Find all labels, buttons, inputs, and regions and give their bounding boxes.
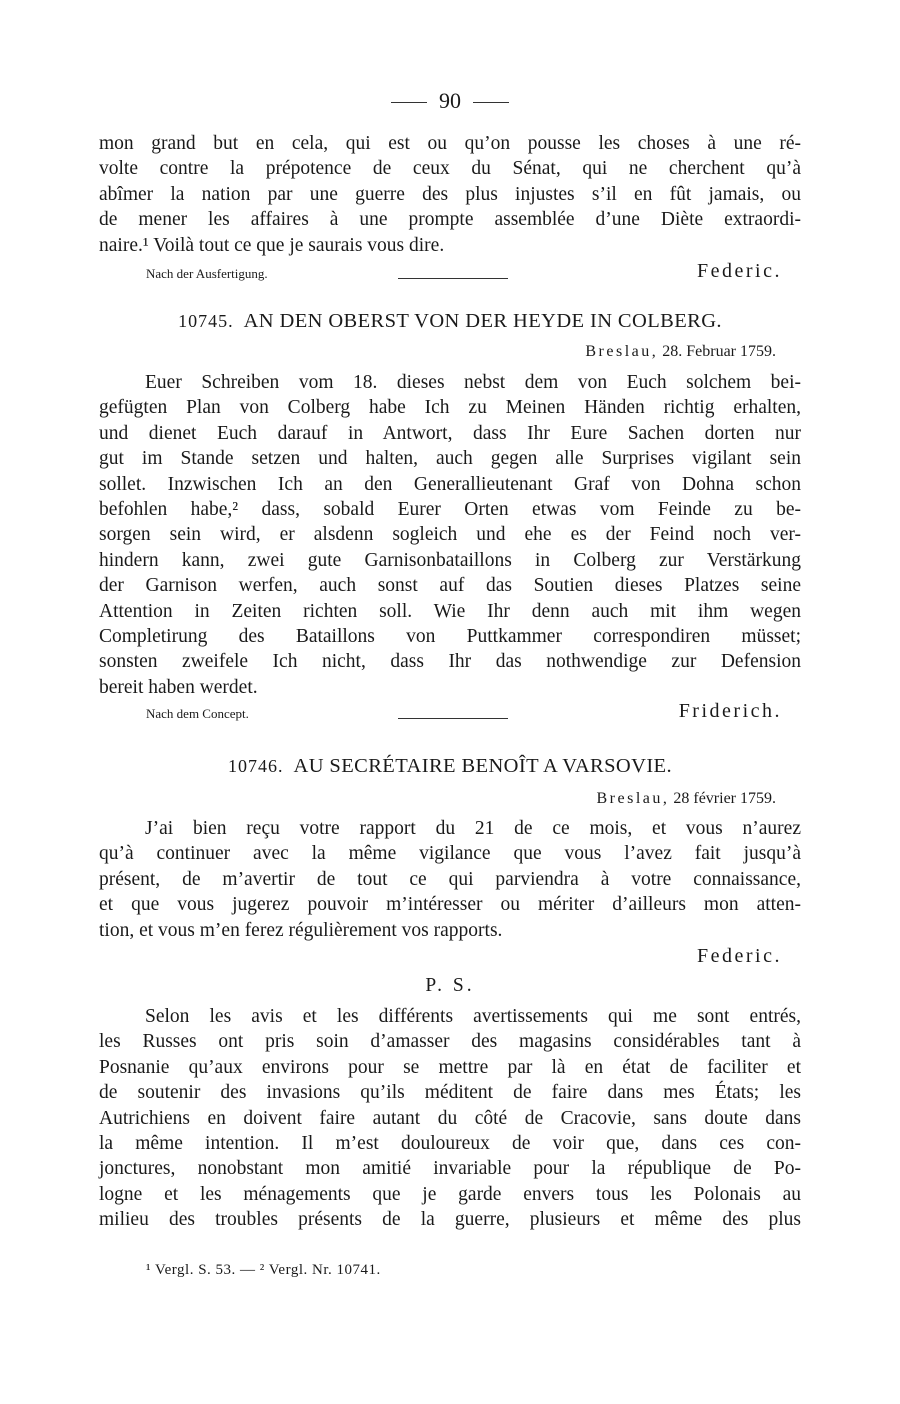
source-note: Nach dem Concept. (146, 706, 249, 721)
dateline-date: 28. Februar 1759. (662, 343, 776, 360)
text-line: der Garnison werfen, auch sonst auf das Soutien dieses Platzes seine (99, 575, 801, 597)
letter-recipient: AU SECRÉTAIRE BENOÎT A VARSOVIE. (293, 755, 672, 777)
text-line: gefügten Plan von Colberg habe Ich zu Meinen Händen richtig erhalten, (99, 397, 801, 419)
text-line: Posnanie qu’aux environs pour se mettre par là en état de faciliter et (99, 1056, 801, 1078)
page-header (0, 86, 900, 116)
text-line: mon grand but en cela, qui est ou qu’on pousse les choses à une ré- (99, 133, 801, 154)
text-line: Completirung des Bataillons von Puttkammer correspondiren müsset; (99, 626, 801, 648)
text-line: la même intention. Il m’est douloureux de voir que, dans ces con- (99, 1133, 801, 1155)
text-line: logne et les ménagements que je garde envers tous les Polonais au (99, 1183, 801, 1205)
text-line: sonsten zweifele Ich nicht, dass Ihr das nothwendige zur Defension (99, 651, 801, 673)
intro-source-row (146, 260, 782, 288)
intro-paragraph (99, 131, 801, 258)
text-line: sorgen sein wird, er alsdenn sogleich und ehe es der Feind noch ver- (99, 524, 801, 546)
text-line: J’ai bien reçu votre rapport du 21 de ce mois, et vous n’aurez (145, 818, 801, 839)
letter-10746-dateline (596, 790, 776, 808)
header-dash-right (473, 102, 509, 103)
letter-10746-title (0, 755, 900, 778)
text-line: abîmer la nation par une guerre des plus injustes s’il en fût jamais, ou (99, 183, 801, 205)
text-line: Euer Schreiben vom 18. dieses nebst dem von Euch solchem bei- (145, 372, 801, 393)
header-dash-left (391, 102, 427, 103)
text-line: de mener les affaires à une prompte assemblée d’une Diète extraordi- (99, 209, 801, 231)
signature: Federic. (697, 945, 782, 967)
text-line: tion, et vous m’en ferez régulièrement vos rapports. (99, 919, 503, 941)
text-line: présent, de m’avertir de tout ce qui parviendra à votre connaissance, (99, 868, 801, 890)
dateline-date: 28 février 1759. (673, 790, 776, 807)
letter-10745-title (0, 310, 900, 333)
text-line: de soutenir des invasions qu’ils méditent de faire dans mes États; les (99, 1082, 801, 1104)
text-line: et que vous jugerez pouvoir m’intéresser ou mériter d’ailleurs mon atten- (99, 894, 801, 916)
letter-10746-signature-row (146, 945, 782, 973)
footnotes: ¹ Vergl. S. 53. — ² Vergl. Nr. 10741. (146, 1262, 381, 1278)
signature: Friderich. (678, 700, 782, 722)
letter-10745-body (99, 370, 801, 700)
text-line: bereit haben werdet. (99, 676, 258, 698)
dateline-place: Breslau, (596, 790, 670, 807)
signature: Federic. (697, 260, 782, 282)
text-line: qu’à continuer avec la même vigilance que vous l’avez fait jusqu’à (99, 843, 801, 865)
postscript-body (99, 1004, 801, 1233)
letter-10745-source-row (146, 700, 782, 728)
separator-rule (398, 718, 508, 719)
source-note: Nach der Ausfertigung. (146, 266, 268, 281)
text-line: gut im Stande setzen und halten, auch gegen alle Surprises vigilant sein (99, 448, 801, 470)
text-line: sollet. Inzwischen Ich an den Generallieutenant Graf von Dohna schon (99, 473, 801, 495)
dateline-place: Breslau, (585, 343, 659, 360)
letter-recipient: AN DEN OBERST VON DER HEYDE IN COLBERG. (243, 310, 722, 332)
text-line: Selon les avis et les différents avertissements qui me sont entrés, (145, 1006, 801, 1027)
postscript-heading: P. S. (425, 975, 475, 996)
separator-rule (398, 278, 508, 279)
letter-10746-body (99, 816, 801, 943)
text-line: Attention in Zeiten richten soll. Wie Ihr denn auch mit ihm wegen (99, 600, 801, 622)
page-number: 90 (439, 88, 461, 113)
text-line: naire.¹ Voilà tout ce que je saurais vous dire. (99, 234, 445, 256)
letter-10745-dateline (585, 343, 776, 361)
text-line: Autrichiens en doivent faire autant du côté de Cracovie, sans doute dans (99, 1107, 801, 1129)
letter-number: 10746. (228, 756, 284, 776)
text-line: milieu des troubles présents de la guerre, plusieurs et même des plus (99, 1209, 801, 1231)
text-line: und dienet Euch darauf in Antwort, dass Ihr Eure Sachen dorten nur (99, 422, 801, 444)
text-line: les Russes ont pris soin d’amasser des magasins considérables tant à (99, 1031, 801, 1053)
text-line: volte contre la prépotence de ceux du Sénat, qui ne cherchent qu’à (99, 158, 801, 180)
text-line: hindern kann, zwei gute Garnisonbataillons in Colberg zur Verstärkung (99, 549, 801, 571)
letter-number: 10745. (178, 311, 234, 331)
text-line: befohlen habe,² dass, sobald Eurer Orten etwas vom Feinde zu be- (99, 499, 801, 521)
text-line: jonctures, nonobstant mon amitié invariable pour la république de Po- (99, 1158, 801, 1180)
